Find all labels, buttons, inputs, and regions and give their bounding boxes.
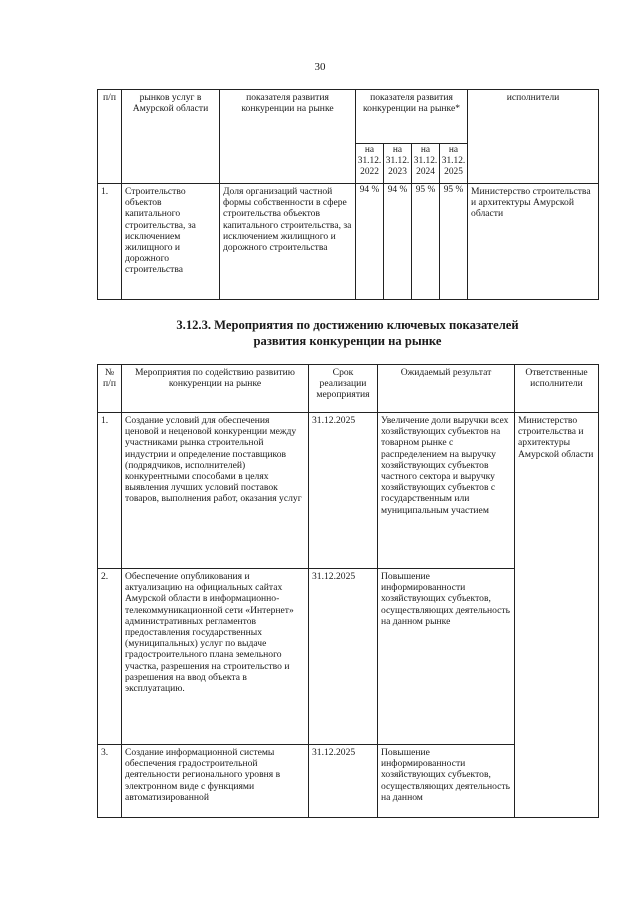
row-measure: Создание информационной системы обеспечения градостроительной деятельности регионального уровня в электронном виде с функциями автоматизированной [122, 745, 309, 818]
row-num: 1. [98, 413, 122, 569]
responsible-executors: Министерство строительства и архитектуры Амурской области [515, 413, 599, 818]
year-header: на 31.12. 2025 [440, 144, 468, 184]
year-header: на 31.12. 2023 [384, 144, 412, 184]
header-measures: Мероприятия по содействию развитию конкуренции на рынке [122, 365, 309, 413]
header-deadline: Срок реализации мероприятия [309, 365, 378, 413]
header-market: рынков услуг в Амурской области [122, 90, 220, 184]
header-values: показателя развития конкуренции на рынке* [356, 90, 468, 144]
year-header: на 31.12. 2022 [356, 144, 384, 184]
row-num: 1. [98, 184, 122, 300]
header-num: № п/п [98, 365, 122, 413]
section-heading-line2: развития конкуренции на рынке [253, 334, 442, 348]
row-value: 95 % [412, 184, 440, 300]
section-heading-line1: 3.12.3. Мероприятия по достижению ключевых показателей [176, 318, 519, 332]
row-result: Повышение информированности хозяйствующих субъектов, осуществляющих деятельность на данном [378, 745, 515, 818]
header-result: Ожидаемый результат [378, 365, 515, 413]
row-market: Строительство объектов капитального строительства, за исключением жилищного и дорожного строительства [122, 184, 220, 300]
row-value: 94 % [384, 184, 412, 300]
header-indicator: показателя развития конкуренции на рынке [220, 90, 356, 184]
row-measure: Создание условий для обеспечения ценовой и неценовой конкуренции между участниками рынка строительной индустрии и определение поставщиков (подрядчиков, исполнителей) конкурентными способами в целях выявления лучших условий поставок товаров, выполнения работ, оказания услуг [122, 413, 309, 569]
row-num: 2. [98, 569, 122, 745]
row-result: Увеличение доли выручки всех хозяйствующих субъектов на товарном рынке с распределением на выручку хозяйствующих субъектов частного сектора и выручку хозяйствующих субъектов с государственным или муниципальным участием [378, 413, 515, 569]
row-value: 94 % [356, 184, 384, 300]
table-row [98, 413, 599, 569]
row-deadline: 31.12.2025 [309, 745, 378, 818]
measures-table [97, 364, 599, 818]
row-measure: Обеспечение опубликования и актуализацию на официальных сайтах Амурской области в информационно-телекоммуникационной сети «Интернет» административных регламентов предоставления государственных (муниципальных) услуг по выдаче градостроительного плана земельного участка, разрешения на строительство и разрешения на ввод объекта в эксплуатацию. [122, 569, 309, 745]
header-executors: исполнители [468, 90, 599, 184]
table-row [98, 184, 599, 300]
year-header: на 31.12. 2024 [412, 144, 440, 184]
row-num: 3. [98, 745, 122, 818]
indicators-table [97, 89, 599, 300]
row-deadline: 31.12.2025 [309, 413, 378, 569]
row-executors: Министерство строительства и архитектуры Амурской области [468, 184, 599, 300]
page-number: 30 [314, 61, 326, 73]
row-result: Повышение информированности хозяйствующих субъектов, осуществляющих деятельность на данном рынке [378, 569, 515, 745]
row-indicator: Доля организаций частной формы собственности в сфере строительства объектов капитального строительства, за исключением жилищного и дорожного строительства [220, 184, 356, 300]
header-responsible: Ответственные исполнители [515, 365, 599, 413]
header-num: п/п [98, 90, 122, 184]
row-value: 95 % [440, 184, 468, 300]
row-deadline: 31.12.2025 [309, 569, 378, 745]
